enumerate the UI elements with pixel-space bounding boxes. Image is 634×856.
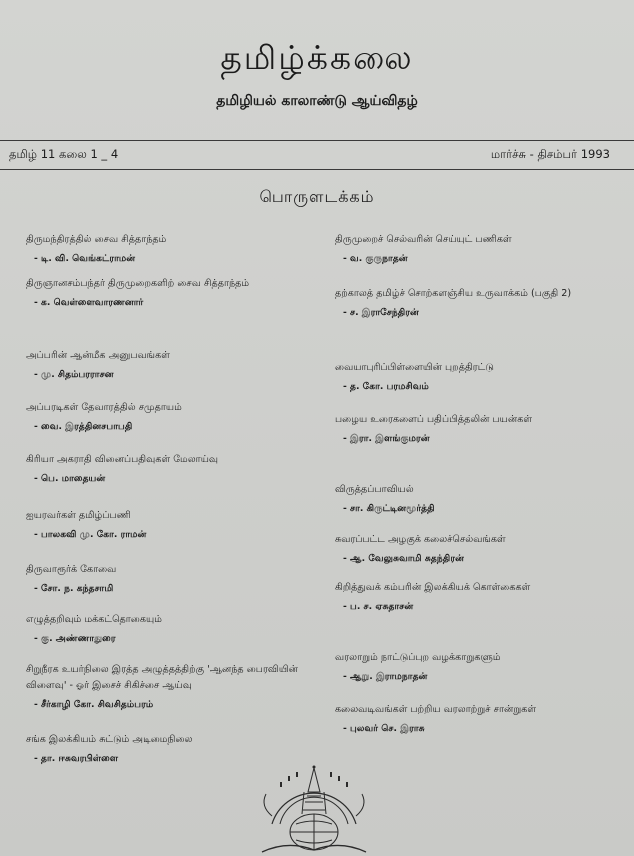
entry-author: - சா. கிருட்டினமூர்த்தி xyxy=(343,503,435,514)
entry-title: சிறுநீரக உயர்நிலை இரத்த அழுத்தத்திற்கு 'ஆனந்த பைரவியின் விளைவு' - ஓர் இசைச் சிகிச்சை ஆய்வு xyxy=(26,664,298,691)
contents-heading: பொருளடக்கம் xyxy=(259,187,375,206)
entry-author: - பாலகவி மு. கோ. ராமன் xyxy=(34,529,147,540)
entry-title: வையாபுரிப்பிள்ளையின் புறத்திரட்டு xyxy=(335,362,494,373)
header-divider-top xyxy=(0,140,634,141)
entry-author: - தா. ஈசுவரபிள்ளை xyxy=(34,753,119,764)
entry-author: - ச. இராசேந்திரன் xyxy=(343,307,419,318)
entry-title: எழுத்தறிவும் மக்கட்தொகையும் xyxy=(26,614,162,625)
entry-author: - ப. ச. ஏசுதாசன் xyxy=(343,601,414,612)
entry-author: - இரா. இளங்குமரன் xyxy=(343,433,430,444)
contents-entry xyxy=(335,412,597,446)
issue-date: மார்ச்சு - திசம்பர் 1993 xyxy=(490,147,610,161)
contents-entry xyxy=(335,650,597,684)
entry-title: ஐயரவர்கள் தமிழ்ப்பணி xyxy=(26,510,131,521)
entry-title: சுவரப்பட்ட அழகுக் கலைச்செல்வங்கள் xyxy=(335,534,506,545)
contents-entry xyxy=(335,482,597,516)
entry-title: திருஞானசம்பந்தர் திருமுறைகளிற் சைவ சித்தாந்தம் xyxy=(26,278,250,289)
contents-entry xyxy=(26,562,308,596)
university-emblem-icon xyxy=(258,762,370,856)
entry-author: - வ. குருநாதன் xyxy=(343,253,408,264)
entry-title: சங்க இலக்கியம் சுட்டும் அடிமைநிலை xyxy=(26,734,193,745)
contents-entry xyxy=(335,360,597,394)
entry-title: கிறித்துவக் கம்பரின் இலக்கியக் கொள்கைகள் xyxy=(335,582,531,593)
entry-title: திருமந்திரத்தில் சைவ சித்தாந்தம் xyxy=(26,234,167,245)
contents-entry xyxy=(26,232,308,266)
entry-title: வரலாறும் நாட்டுப்புற வழக்காறுகளும் xyxy=(335,652,501,663)
journal-title: தமிழ்க்கலை xyxy=(220,38,414,77)
entry-author: - கு. அண்ணாதுரை xyxy=(34,633,116,644)
entry-title: பழைய உரைகளைப் பதிப்பித்தலின் பயன்கள் xyxy=(335,414,532,425)
contents-entry xyxy=(26,276,308,310)
contents-entry xyxy=(26,662,308,712)
contents-entry xyxy=(26,508,308,542)
contents-entry xyxy=(26,400,308,434)
entry-author: - ஆ. வேலுசுவாமி சுதந்திரன் xyxy=(343,553,464,564)
entry-title: தற்காலத் தமிழ்ச் சொற்களஞ்சிய உருவாக்கம் (பகுதி 2) xyxy=(335,288,572,299)
contents-entry xyxy=(26,452,308,486)
header-divider-bottom xyxy=(0,169,634,170)
entry-title: கலைவடிவங்கள் பற்றிய வரலாற்றுச் சான்றுகள் xyxy=(335,704,537,715)
contents-entry xyxy=(26,732,308,766)
entry-author: - சீர்காழி கோ. சிவசிதம்பரம் xyxy=(34,699,154,710)
contents-entry xyxy=(335,232,597,266)
contents-entry xyxy=(335,580,597,614)
entry-title: கிரியா அகராதி வினைப்பதிவுகள் மேலாய்வு xyxy=(26,454,219,465)
entry-title: அப்பரடிகள் தேவாரத்தில் சமுதாயம் xyxy=(26,402,182,413)
contents-entry xyxy=(26,612,308,646)
issue-volume: தமிழ் 11 கலை 1 _ 4 xyxy=(9,147,119,161)
contents-entry xyxy=(26,348,308,382)
entry-author: - மு. சிதம்பரராசன xyxy=(34,369,114,380)
entry-title: திருவாரூர்க் கோவை xyxy=(26,564,117,575)
contents-entry xyxy=(335,286,597,320)
journal-subtitle: தமிழியல் காலாண்டு ஆய்விதழ் xyxy=(216,93,418,109)
entry-author: - க. வெள்ளைவாரணனார் xyxy=(34,297,144,308)
entry-title: விருத்தப்பாவியல் xyxy=(335,484,414,495)
contents-entry xyxy=(335,532,597,566)
entry-author: - சோ. ந. கந்தசாமி xyxy=(34,583,114,594)
entry-author: - புலவர் செ. இராசு xyxy=(343,723,425,734)
entry-author: - ஆறு. இராமநாதன் xyxy=(343,671,428,682)
entry-title: திருமுறைச் செல்வரின் செய்யுட் பணிகள் xyxy=(335,234,512,245)
entry-title: அப்பரின் ஆன்மீக அனுபவங்கள் xyxy=(26,350,170,361)
entry-author: - பெ. மாதையன் xyxy=(34,473,106,484)
contents-entry xyxy=(335,702,597,736)
entry-author: - வை. இரத்தினசபாபதி xyxy=(34,421,133,432)
entry-author: - த. கோ. பரமசிவம் xyxy=(343,381,429,392)
entry-author: - டி. வி. வெங்கட்ராமன் xyxy=(34,253,136,264)
